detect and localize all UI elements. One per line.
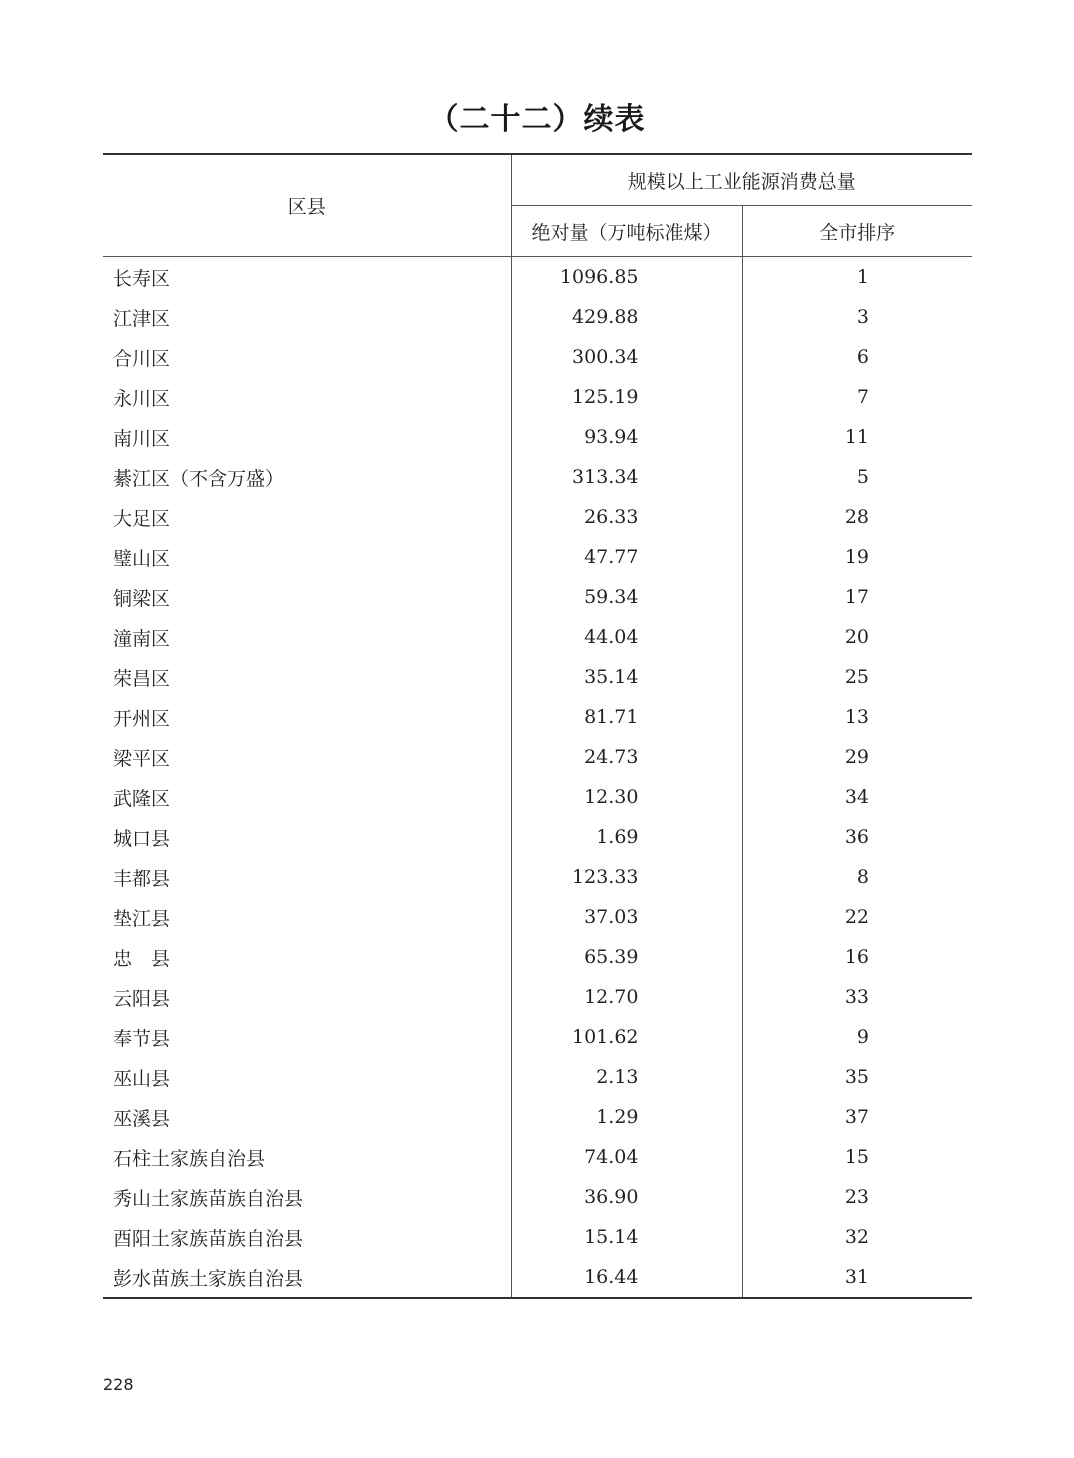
city-rank-cell: 19	[844, 546, 870, 568]
table-body	[103, 257, 972, 1299]
region-cell: 巫溪县	[103, 1097, 511, 1137]
table-row	[103, 257, 972, 298]
absolute-amount-cell: 123.33	[511, 857, 742, 897]
absolute-amount-cell: 1.69	[511, 817, 742, 857]
table-row	[103, 857, 972, 897]
city-rank-cell: 37	[844, 1106, 870, 1128]
city-rank-column-header: 全市排序	[742, 206, 972, 257]
city-rank-cell: 5	[856, 466, 870, 488]
page-title: （二十二）续表	[428, 102, 646, 137]
table-row	[103, 897, 972, 937]
absolute-amount-cell: 2.13	[511, 1057, 742, 1097]
city-rank-cell: 11	[844, 426, 870, 448]
city-rank-cell: 36	[844, 826, 870, 848]
table-row	[103, 377, 972, 417]
city-rank-cell: 35	[844, 1066, 870, 1088]
table-row	[103, 1177, 972, 1217]
region-cell: 璧山区	[103, 537, 511, 577]
city-rank-cell: 28	[844, 506, 870, 528]
table-row	[103, 577, 972, 617]
table-row	[103, 777, 972, 817]
region-cell: 丰都县	[103, 857, 511, 897]
city-rank-cell: 29	[844, 746, 870, 768]
absolute-amount-cell: 59.34	[511, 577, 742, 617]
energy-consumption-table	[103, 153, 972, 1299]
absolute-amount-cell: 36.90	[511, 1177, 742, 1217]
city-rank-cell: 17	[844, 586, 870, 608]
absolute-amount-cell: 15.14	[511, 1217, 742, 1257]
absolute-amount-cell: 44.04	[511, 617, 742, 657]
absolute-amount-cell: 37.03	[511, 897, 742, 937]
region-cell: 垫江县	[103, 897, 511, 937]
region-cell: 铜梁区	[103, 577, 511, 617]
region-cell: 秀山土家族苗族自治县	[103, 1177, 511, 1217]
region-cell: 酉阳土家族苗族自治县	[103, 1217, 511, 1257]
energy-consumption-group-header: 规模以上工业能源消费总量	[511, 154, 972, 206]
table-row	[103, 417, 972, 457]
region-cell: 忠 县	[103, 937, 511, 977]
table-row	[103, 1217, 972, 1257]
table-row	[103, 737, 972, 777]
city-rank-cell: 32	[844, 1226, 870, 1248]
absolute-amount-cell: 12.70	[511, 977, 742, 1017]
absolute-amount-cell: 429.88	[511, 297, 742, 337]
absolute-amount-cell: 12.30	[511, 777, 742, 817]
absolute-amount-cell: 26.33	[511, 497, 742, 537]
city-rank-cell: 33	[844, 986, 870, 1008]
absolute-amount-cell: 47.77	[511, 537, 742, 577]
region-cell: 长寿区	[103, 257, 511, 298]
absolute-amount-cell: 313.34	[511, 457, 742, 497]
table-row	[103, 1097, 972, 1137]
table-row	[103, 337, 972, 377]
city-rank-cell: 1	[856, 266, 870, 288]
absolute-amount-cell: 1096.85	[511, 257, 742, 298]
city-rank-cell: 23	[844, 1186, 870, 1208]
region-cell: 合川区	[103, 337, 511, 377]
city-rank-cell: 31	[844, 1266, 870, 1288]
table-row	[103, 977, 972, 1017]
city-rank-cell: 20	[844, 626, 870, 648]
city-rank-cell: 8	[856, 866, 870, 888]
region-cell: 开州区	[103, 697, 511, 737]
region-column-header: 区县	[103, 154, 511, 257]
region-cell: 彭水苗族土家族自治县	[103, 1257, 511, 1298]
absolute-amount-cell: 1.29	[511, 1097, 742, 1137]
region-cell: 永川区	[103, 377, 511, 417]
region-cell: 南川区	[103, 417, 511, 457]
city-rank-cell: 34	[844, 786, 870, 808]
table-row	[103, 1137, 972, 1177]
absolute-amount-cell: 300.34	[511, 337, 742, 377]
absolute-amount-cell: 16.44	[511, 1257, 742, 1298]
absolute-amount-cell: 65.39	[511, 937, 742, 977]
table-row	[103, 1017, 972, 1057]
region-cell: 荣昌区	[103, 657, 511, 697]
city-rank-cell: 22	[844, 906, 870, 928]
absolute-amount-cell: 101.62	[511, 1017, 742, 1057]
region-cell: 奉节县	[103, 1017, 511, 1057]
table-header	[103, 154, 972, 257]
city-rank-cell: 3	[856, 306, 870, 328]
table-row	[103, 657, 972, 697]
absolute-amount-cell: 74.04	[511, 1137, 742, 1177]
absolute-amount-cell: 125.19	[511, 377, 742, 417]
region-cell: 梁平区	[103, 737, 511, 777]
absolute-amount-cell: 93.94	[511, 417, 742, 457]
page-number: 228	[103, 1375, 134, 1394]
region-cell: 石柱土家族自治县	[103, 1137, 511, 1177]
city-rank-cell: 25	[844, 666, 870, 688]
table-row	[103, 1257, 972, 1298]
table-row	[103, 297, 972, 337]
city-rank-cell: 13	[844, 706, 870, 728]
city-rank-cell: 6	[856, 346, 870, 368]
table-row	[103, 457, 972, 497]
region-cell: 綦江区（不含万盛）	[103, 457, 511, 497]
absolute-amount-cell: 35.14	[511, 657, 742, 697]
region-cell: 城口县	[103, 817, 511, 857]
table-row	[103, 497, 972, 537]
region-cell: 潼南区	[103, 617, 511, 657]
region-cell: 武隆区	[103, 777, 511, 817]
city-rank-cell: 15	[844, 1146, 870, 1168]
absolute-amount-cell: 81.71	[511, 697, 742, 737]
table-row	[103, 617, 972, 657]
city-rank-cell: 9	[856, 1026, 870, 1048]
table-row	[103, 697, 972, 737]
table-row	[103, 1057, 972, 1097]
absolute-amount-cell: 24.73	[511, 737, 742, 777]
region-cell: 江津区	[103, 297, 511, 337]
table-row	[103, 817, 972, 857]
city-rank-cell: 16	[844, 946, 870, 968]
region-cell: 大足区	[103, 497, 511, 537]
absolute-amount-column-header: 绝对量（万吨标准煤）	[511, 206, 742, 257]
region-cell: 巫山县	[103, 1057, 511, 1097]
table-row	[103, 937, 972, 977]
region-cell: 云阳县	[103, 977, 511, 1017]
city-rank-cell: 7	[856, 386, 870, 408]
table-row	[103, 537, 972, 577]
